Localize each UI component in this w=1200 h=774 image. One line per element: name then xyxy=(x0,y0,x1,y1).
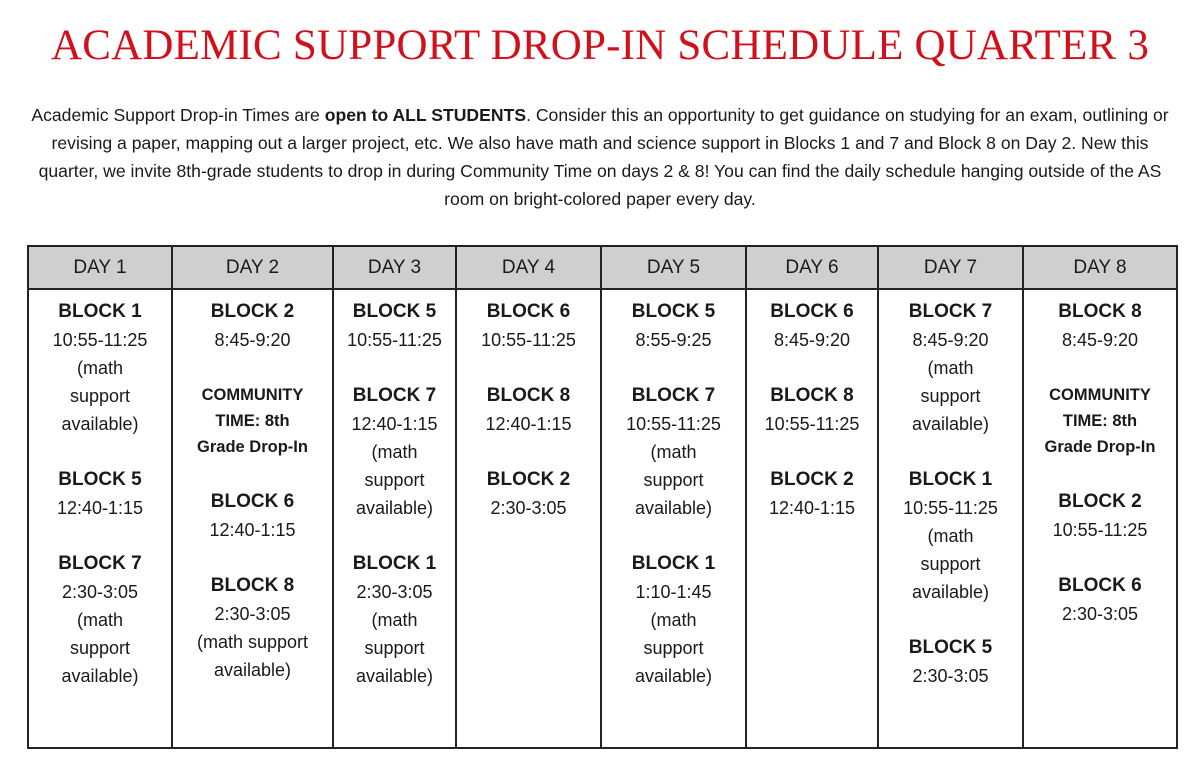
day-header: DAY 4 xyxy=(456,246,601,289)
math-support-note: (math xyxy=(650,610,697,630)
math-support-note: available) xyxy=(213,660,292,680)
block-label: BLOCK 7 xyxy=(908,301,993,322)
block-time: 2:30-3:05 xyxy=(490,498,567,518)
block-entry xyxy=(606,382,741,522)
block-entry xyxy=(751,466,873,522)
day-column xyxy=(601,289,746,748)
block-time: 10:55-11:25 xyxy=(626,414,721,434)
page-title: ACADEMIC SUPPORT DROP-IN SCHEDULE QUARTER 3 xyxy=(50,22,1150,69)
block-time: 12:40-1:15 xyxy=(209,520,296,540)
day-column xyxy=(172,289,333,748)
math-support-note: support xyxy=(920,554,981,574)
block-label: BLOCK 8 xyxy=(1058,301,1142,322)
block-time: 1:10-1:45 xyxy=(635,582,712,602)
math-support-note: support xyxy=(69,386,131,406)
math-support-note: available) xyxy=(61,666,139,686)
block-time: 8:45-9:20 xyxy=(912,330,989,350)
block-label: BLOCK 2 xyxy=(1058,491,1142,512)
block-entry xyxy=(338,382,451,522)
day-column xyxy=(878,289,1023,748)
block-entry xyxy=(338,298,451,354)
block-time: 8:45-9:20 xyxy=(214,330,291,350)
block-time: 8:45-9:20 xyxy=(1061,330,1139,350)
math-support-note: available) xyxy=(61,414,139,434)
block-time: 12:40-1:15 xyxy=(485,414,572,434)
block-entry xyxy=(1028,572,1172,628)
block-time: 8:45-9:20 xyxy=(773,330,851,350)
math-support-note: support xyxy=(69,638,131,658)
block-time: 2:30-3:05 xyxy=(61,582,139,602)
block-label: BLOCK 1 xyxy=(908,469,993,490)
block-time: 10:55-11:25 xyxy=(481,330,576,350)
block-entry xyxy=(461,466,596,522)
math-support-note: (math xyxy=(76,358,123,378)
block-time: 2:30-3:05 xyxy=(214,604,291,624)
math-support-note: available) xyxy=(355,666,434,686)
community-time-entry xyxy=(177,382,328,460)
block-entry xyxy=(461,382,596,438)
block-entry xyxy=(606,298,741,354)
block-time: 2:30-3:05 xyxy=(356,582,433,602)
intro-bold-text: open to ALL STUDENTS xyxy=(324,105,527,125)
math-support-note: available) xyxy=(911,582,990,602)
block-entry xyxy=(1028,488,1172,544)
math-support-note: support xyxy=(643,470,704,490)
day-header: DAY 6 xyxy=(746,246,878,289)
block-entry xyxy=(461,298,596,354)
block-label: BLOCK 5 xyxy=(631,301,716,322)
block-entry xyxy=(883,466,1018,606)
day-column xyxy=(333,289,456,748)
math-support-note: support xyxy=(364,470,425,490)
block-time: 2:30-3:05 xyxy=(1061,604,1139,624)
block-entry xyxy=(883,298,1018,438)
block-entry xyxy=(33,466,167,522)
block-label: BLOCK 6 xyxy=(210,491,295,512)
day-column xyxy=(456,289,601,748)
block-entry xyxy=(751,382,873,438)
math-support-note: support xyxy=(643,638,704,658)
block-label: BLOCK 1 xyxy=(631,553,716,574)
block-entry xyxy=(177,572,328,684)
block-time: 2:30-3:05 xyxy=(912,666,989,686)
community-time-label: Grade Drop-In xyxy=(1044,438,1156,456)
block-time: 10:55-11:25 xyxy=(52,330,148,350)
day-header: DAY 7 xyxy=(878,246,1023,289)
block-time: 8:55-9:25 xyxy=(635,330,712,350)
block-label: BLOCK 6 xyxy=(486,301,571,322)
block-time: 10:55-11:25 xyxy=(1052,520,1148,540)
community-time-label: COMMUNITY xyxy=(201,386,304,404)
block-label: BLOCK 1 xyxy=(352,553,437,574)
block-label: BLOCK 2 xyxy=(486,469,571,490)
community-time-label: COMMUNITY xyxy=(1049,386,1151,404)
intro-paragraph xyxy=(24,101,1176,213)
block-time: 10:55-11:25 xyxy=(903,498,998,518)
block-entry xyxy=(751,298,873,354)
block-label: BLOCK 7 xyxy=(352,385,437,406)
community-time-label: TIME: 8th xyxy=(215,412,290,430)
block-entry xyxy=(606,550,741,690)
block-label: BLOCK 7 xyxy=(58,553,142,574)
day-header: DAY 3 xyxy=(333,246,456,289)
block-label: BLOCK 5 xyxy=(908,637,993,658)
block-entry xyxy=(1028,298,1172,354)
block-entry xyxy=(33,298,167,438)
math-support-note: (math support xyxy=(196,632,309,652)
day-header-row xyxy=(28,246,1177,289)
math-support-note: (math xyxy=(371,442,418,462)
schedule-row xyxy=(28,289,1177,748)
math-support-note: (math xyxy=(927,526,974,546)
community-time-label: Grade Drop-In xyxy=(197,438,308,456)
math-support-note: (math xyxy=(650,442,697,462)
block-label: BLOCK 7 xyxy=(631,385,716,406)
block-time: 12:40-1:15 xyxy=(56,498,144,518)
intro-text-2: . Consider this an opportunity to get guidance on studying for an exam, outlining or revising a paper, mapping out a larger project, etc. We also have math and science support in Blocks 1 and 7 and Block 8 on Day 2. New this quarter, we invite 8th-grade students to drop in during Community Time on days 2 & 8! You can find the daily schedule hanging outside of the AS room on bright-colored paper every day. xyxy=(38,105,1169,209)
intro-text-1: Academic Support Drop-in Times are xyxy=(31,105,325,125)
block-label: BLOCK 5 xyxy=(58,469,142,490)
block-label: BLOCK 8 xyxy=(770,385,854,406)
math-support-note: available) xyxy=(355,498,434,518)
day-header: DAY 2 xyxy=(172,246,333,289)
math-support-note: available) xyxy=(634,666,713,686)
block-label: BLOCK 8 xyxy=(486,385,571,406)
math-support-note: support xyxy=(920,386,981,406)
math-support-note: (math xyxy=(927,358,974,378)
day-header: DAY 1 xyxy=(28,246,172,289)
block-label: BLOCK 8 xyxy=(210,575,295,596)
block-label: BLOCK 2 xyxy=(770,469,854,490)
math-support-note: (math xyxy=(76,610,123,630)
math-support-note: support xyxy=(364,638,425,658)
day-header: DAY 5 xyxy=(601,246,746,289)
day-column xyxy=(746,289,878,748)
block-entry xyxy=(33,550,167,690)
block-label: BLOCK 6 xyxy=(770,301,854,322)
block-label: BLOCK 2 xyxy=(210,301,295,322)
schedule-table xyxy=(27,245,1178,749)
block-label: BLOCK 1 xyxy=(58,301,142,322)
block-label: BLOCK 6 xyxy=(1058,575,1142,596)
community-time-entry xyxy=(1028,382,1172,460)
day-column xyxy=(28,289,172,748)
block-time: 10:55-11:25 xyxy=(764,414,860,434)
math-support-note: available) xyxy=(911,414,990,434)
math-support-note: available) xyxy=(634,498,713,518)
community-time-label: TIME: 8th xyxy=(1062,412,1138,430)
day-header: DAY 8 xyxy=(1023,246,1177,289)
block-label: BLOCK 5 xyxy=(352,301,437,322)
day-column xyxy=(1023,289,1177,748)
math-support-note: (math xyxy=(371,610,418,630)
block-entry xyxy=(883,634,1018,690)
block-entry xyxy=(338,550,451,690)
block-entry xyxy=(177,488,328,544)
block-entry xyxy=(177,298,328,354)
block-time: 10:55-11:25 xyxy=(347,330,442,350)
block-time: 12:40-1:15 xyxy=(768,498,856,518)
block-time: 12:40-1:15 xyxy=(351,414,438,434)
